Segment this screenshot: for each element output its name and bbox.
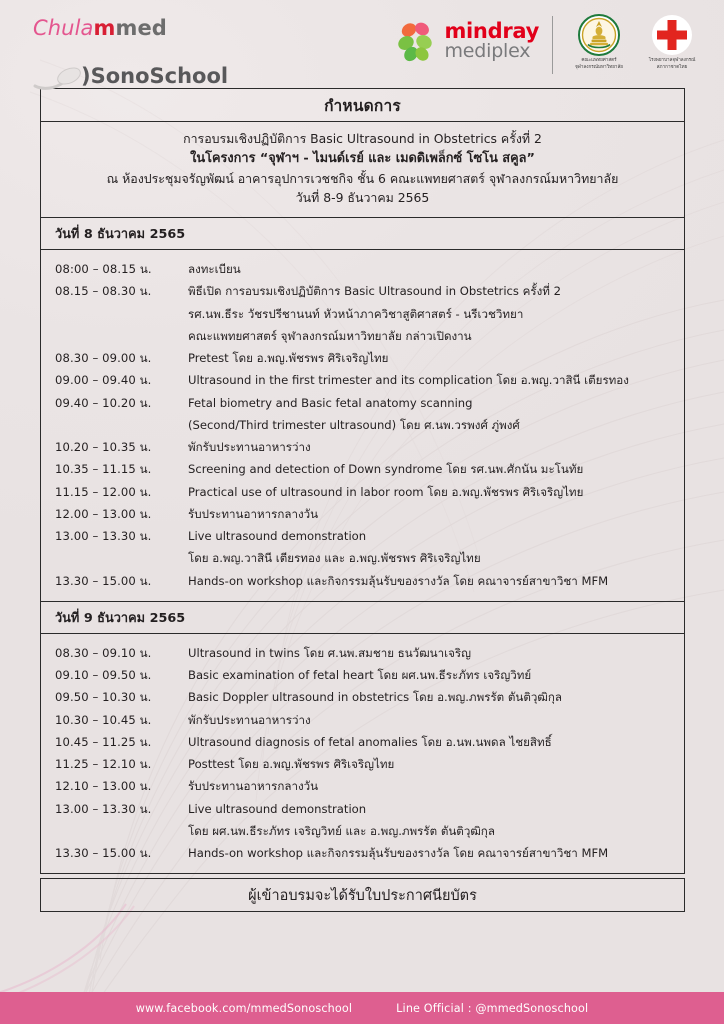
- footer-line-official[interactable]: Line Official : @mmedSonoschool: [396, 1001, 589, 1015]
- faculty-seal-icon: [578, 14, 620, 56]
- schedule-description-line: Posttest โดย อ.พญ.พัชรพร ศิริเจริญไทย: [188, 757, 395, 771]
- page-footer: [0, 992, 724, 1024]
- schedule-description-line: Fetal biometry and Basic fetal anatomy scanning: [188, 395, 473, 410]
- schedule-time: 13.00 – 13.30 น.: [55, 529, 152, 543]
- schedule-description-line: Basic examination of fetal heart โดย ผศ.นพ.ธีระภัทร เจริญวิทย์: [188, 668, 532, 682]
- schedule-row: [55, 842, 678, 864]
- logo-word-m: m: [93, 16, 116, 40]
- subtitle-line-4: วันที่ 8-9 ธันวาคม 2565: [295, 190, 430, 206]
- schedule-description: [188, 436, 678, 458]
- schedule-description-line: พักรับประทานอาหารว่าง: [188, 440, 311, 454]
- schedule-description-line: Practical use of ultrasound in labor room โดย อ.พญ.พัชรพร ศิริเจริญไทย: [188, 484, 584, 499]
- schedule-description: [188, 258, 678, 280]
- schedule-description: [188, 458, 678, 480]
- logo-divider: [552, 16, 553, 74]
- schedule-description-line: Live ultrasound demonstration: [188, 801, 367, 816]
- schedule-description: [188, 347, 678, 369]
- schedule-row: [55, 458, 678, 480]
- schedule-description-line: รศ.นพ.ธีระ วัชรปรีชานนท์ หัวหน้าภาควิชาสูติศาสตร์ - นรีเวชวิทยา: [188, 306, 524, 321]
- schedule-time: 08.30 – 09.00 น.: [55, 351, 152, 365]
- schedule-description-line: Basic Doppler ultrasound in obstetrics โดย อ.พญ.ภพรรัต ตันติวุฒิกุล: [188, 690, 562, 705]
- schedule-description: [188, 664, 678, 686]
- mindray-mediplex-logo: [397, 20, 539, 62]
- schedule-description: [188, 392, 678, 437]
- logo-word-sonoschool: )SonoSchool: [81, 64, 229, 88]
- schedule-description-line: Ultrasound diagnosis of fetal anomalies โดย อ.นพ.นพดล ไชยสิทธิ์: [188, 734, 552, 749]
- schedule-description-line: Ultrasound in the first trimester and its complication โดย อ.พญ.วาสินี เตียรทอง: [188, 373, 629, 388]
- day-heading-2: วันที่ 9 ธันวาคม 2565: [40, 602, 685, 634]
- schedule-description-line: โดย ผศ.นพ.ธีระภัทร เจริญวิทย์ และ อ.พญ.ภพรรัต ตันติวุฒิกุล: [188, 823, 495, 838]
- schedule-row: [55, 392, 678, 437]
- clover-icon: [397, 20, 437, 62]
- schedule-row: [55, 686, 678, 708]
- certificate-note: ผู้เข้าอบรมจะได้รับใบประกาศนียบัตร: [40, 878, 685, 912]
- schedule-description: [188, 731, 678, 753]
- schedule-row: [55, 642, 678, 664]
- day-schedule-2: [40, 634, 685, 875]
- document-subtitle: [40, 122, 685, 218]
- schedule-row: [55, 369, 678, 391]
- schedule-row: [55, 775, 678, 797]
- logo-word-med: med: [115, 16, 167, 40]
- mindray-wordmark: mindray: [444, 18, 539, 43]
- schedule-description-line: รับประทานอาหารกลางวัน: [188, 779, 319, 794]
- schedule-time: 12.00 – 13.00 น.: [55, 506, 152, 521]
- schedule-row: [55, 570, 678, 592]
- faculty-seal-caption: คณะแพทยศาสตร์ จุฬาลงกรณ์มหาวิทยาลัย: [574, 58, 623, 70]
- schedule-description: [188, 369, 678, 391]
- schedule-row: [55, 709, 678, 731]
- schedule-description-line: Hands-on workshop และกิจกรรมลุ้นรับของรางวัล โดย คณาจารย์สาขาวิชา MFM: [188, 846, 609, 860]
- schedule-description: [188, 842, 678, 864]
- schedule-time: 13.30 – 15.00 น.: [55, 573, 152, 588]
- schedule-time: 12.10 – 13.00 น.: [55, 779, 152, 794]
- logo-line-chula-mmed: [33, 18, 243, 39]
- chula-mmed-sonoschool-logo: [33, 16, 243, 88]
- schedule-time: 10.30 – 10.45 น.: [55, 712, 152, 727]
- schedule-description: [188, 753, 678, 775]
- schedule-row: [55, 753, 678, 775]
- schedule-row: [55, 731, 678, 753]
- schedule-row: [55, 798, 678, 843]
- day-schedule-1: [40, 250, 685, 602]
- schedule-description-line: (Second/Third trimester ultrasound) โดย ศ.นพ.วรพงศ์ ภู่พงศ์: [188, 417, 520, 432]
- schedule-description: [188, 709, 678, 731]
- schedule-description: [188, 503, 678, 525]
- mediplex-wordmark: mediplex: [444, 40, 531, 63]
- schedule-description: [188, 686, 678, 708]
- schedule-description: [188, 798, 678, 843]
- schedule-row: [55, 664, 678, 686]
- page-header: [0, 0, 724, 88]
- schedule-description-line: ลงทะเบียน: [188, 262, 241, 276]
- schedule-time: 09.50 – 10.30 น.: [55, 690, 152, 705]
- subtitle-line-2: ในโครงการ “จุฬาฯ - ไมนด์เรย์ และ เมดดิเพล็กซ์ โซโน สคูล”: [190, 150, 535, 166]
- schedule-time: 10.35 – 11.15 น.: [55, 462, 152, 477]
- day-heading-1: วันที่ 8 ธันวาคม 2565: [40, 218, 685, 250]
- schedule-time: 11.15 – 12.00 น.: [55, 484, 152, 499]
- subtitle-line-1: การอบรมเชิงปฏิบัติการ Basic Ultrasound in Obstetrics ครั้งที่ 2: [183, 131, 542, 146]
- partner-logos: [397, 12, 706, 76]
- schedule-description: [188, 525, 678, 570]
- schedule-time: 08:00 – 08.15 น.: [55, 262, 152, 276]
- schedule-description: [188, 481, 678, 503]
- hospital-caption: โรงพยาบาลจุฬาลงกรณ์ สภากาชาดไทย: [648, 58, 696, 70]
- schedule-row: [55, 525, 678, 570]
- schedule-document: [40, 88, 685, 912]
- schedule-description-line: รับประทานอาหารกลางวัน: [188, 506, 319, 521]
- schedule-description-line: Hands-on workshop และกิจกรรมลุ้นรับของรางวัล โดย คณาจารย์สาขาวิชา MFM: [188, 573, 609, 588]
- schedule-description: [188, 642, 678, 664]
- document-title: กำหนดการ: [40, 88, 685, 122]
- schedule-time: 09.40 – 10.20 น.: [55, 395, 152, 410]
- schedule-description: [188, 280, 678, 347]
- subtitle-line-3: ณ ห้องประชุมจรัญพัฒน์ อาคารอุปการเวชชกิจ ชั้น 6 คณะแพทยศาสตร์ จุฬาลงกรณ์มหาวิทยาลัย: [106, 170, 619, 186]
- schedule-row: [55, 481, 678, 503]
- footer-facebook-link[interactable]: www.facebook.com/mmedSonoschool: [135, 1001, 353, 1015]
- schedule-time: 08.30 – 09.10 น.: [55, 645, 152, 660]
- schedule-time: 09.10 – 09.50 น.: [55, 668, 152, 682]
- schedule-time: 09.00 – 09.40 น.: [55, 373, 152, 388]
- schedule-time: 10.20 – 10.35 น.: [55, 440, 152, 454]
- schedule-time: 10.45 – 11.25 น.: [55, 734, 152, 749]
- schedule-description: [188, 775, 678, 797]
- schedule-time: 13.00 – 13.30 น.: [55, 801, 152, 816]
- schedule-row: [55, 280, 678, 347]
- king-chulalongkorn-hospital-logo: [638, 14, 706, 71]
- schedule-description-line: Pretest โดย อ.พญ.พัชรพร ศิริเจริญไทย: [188, 351, 389, 365]
- red-cross-icon: [651, 14, 693, 56]
- schedule-row: [55, 436, 678, 458]
- schedule-row: [55, 347, 678, 369]
- schedule-description-line: Screening and detection of Down syndrome โดย รศ.นพ.ศักนัน มะโนทัย: [188, 462, 584, 477]
- schedule-description-line: คณะแพทยศาสตร์ จุฬาลงกรณ์มหาวิทยาลัย กล่าวเปิดงาน: [188, 328, 472, 343]
- schedule-description-line: พักรับประทานอาหารว่าง: [188, 712, 311, 727]
- schedule-description-line: โดย อ.พญ.วาสินี เตียรทอง และ อ.พญ.พัชรพร ศิริเจริญไทย: [188, 551, 481, 566]
- logo-word-chula: Chula: [33, 16, 94, 40]
- chula-faculty-of-medicine-logo: [566, 14, 632, 71]
- schedule-row: [55, 503, 678, 525]
- schedule-row: [55, 258, 678, 280]
- schedule-description-line: Ultrasound in twins โดย ศ.นพ.สมชาย ธนวัฒนาเจริญ: [188, 645, 471, 660]
- schedule-time: 13.30 – 15.00 น.: [55, 846, 152, 860]
- schedule-description-line: พิธีเปิด การอบรมเชิงปฏิบัติการ Basic Ultrasound in Obstetrics ครั้งที่ 2: [188, 284, 561, 299]
- schedule-description: [188, 570, 678, 592]
- schedule-time: 11.25 – 12.10 น.: [55, 757, 152, 771]
- schedule-time: 08.15 – 08.30 น.: [55, 284, 152, 299]
- schedule-description-line: Live ultrasound demonstration: [188, 529, 367, 543]
